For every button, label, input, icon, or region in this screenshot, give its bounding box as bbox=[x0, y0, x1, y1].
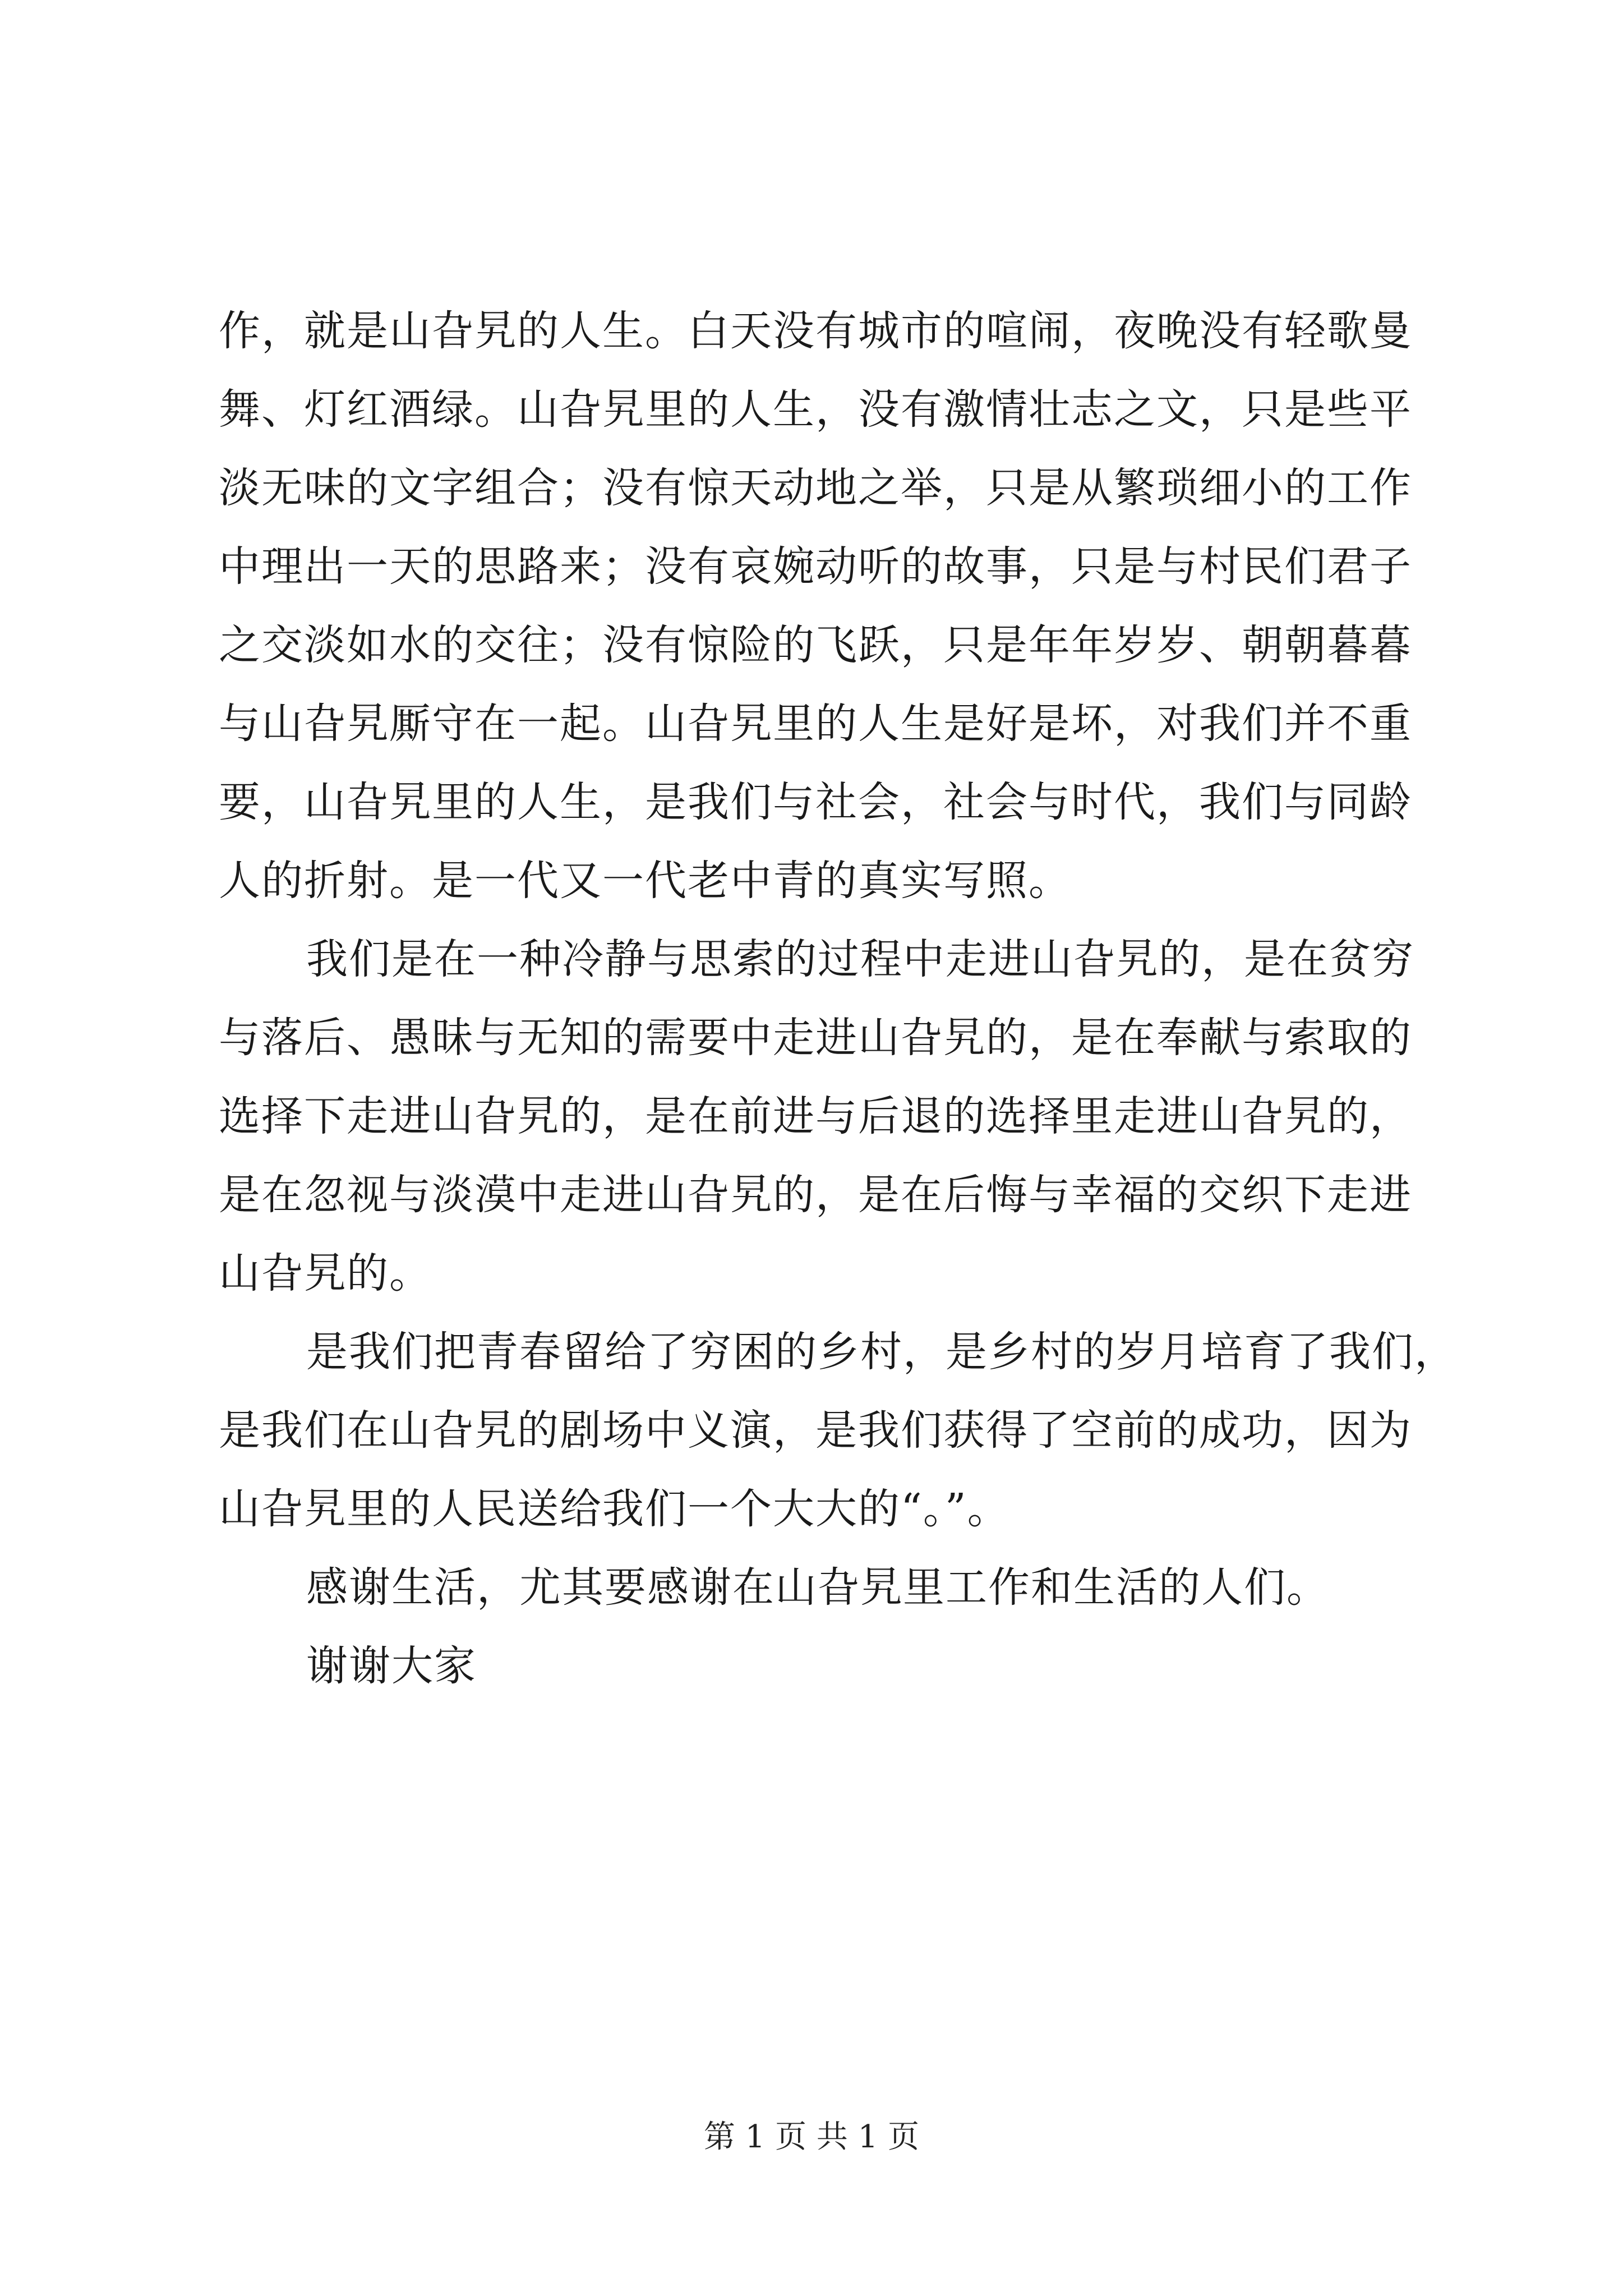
closing-line: 谢谢大家 bbox=[306, 1642, 477, 1690]
text-line: 与山旮旯厮守在一起。山旮旯里的人生是好是坏，对我们并不重 bbox=[219, 700, 1412, 748]
text-line: 是我们在山旮旯的剧场中义演，是我们获得了空前的成功，因为 bbox=[219, 1406, 1412, 1455]
paragraph-start-line: 是我们把青春留给了穷困的乡村，是乡村的岁月培育了我们， bbox=[306, 1328, 1457, 1376]
text-line: 山旮旯的。 bbox=[219, 1249, 432, 1297]
text-line: 舞、灯红酒绿。山旮旯里的人生，没有激情壮志之文，只是些平 bbox=[219, 385, 1412, 434]
text-line: 中理出一天的思路来；没有哀婉动听的故事，只是与村民们君子 bbox=[219, 542, 1412, 591]
text-line: 淡无味的文字组合；没有惊天动地之举，只是从繁琐细小的工作 bbox=[219, 464, 1412, 512]
text-line: 选择下走进山旮旯的，是在前进与后退的选择里走进山旮旯的， bbox=[219, 1092, 1412, 1140]
paragraph-start-line: 我们是在一种冷静与思索的过程中走进山旮旯的，是在贫穷 bbox=[306, 935, 1414, 983]
text-line: 与落后、愚昧与无知的需要中走进山旮旯的，是在奉献与索取的 bbox=[219, 1014, 1412, 1062]
text-line: 山旮旯里的人民送给我们一个大大的“。”。 bbox=[219, 1485, 1010, 1533]
text-line: 要，山旮旯里的人生，是我们与社会，社会与时代，我们与同龄 bbox=[219, 778, 1412, 826]
text-line: 之交淡如水的交往；没有惊险的飞跃，只是年年岁岁、朝朝暮暮 bbox=[219, 621, 1412, 669]
paragraph-start-line: 感谢生活，尤其要感谢在山旮旯里工作和生活的人们。 bbox=[306, 1563, 1329, 1612]
text-line: 作，就是山旮旯的人生。白天没有城市的喧闹，夜晚没有轻歌曼 bbox=[219, 307, 1412, 355]
document-body bbox=[219, 292, 1457, 1705]
page-number-footer: 第 1 页 共 1 页 bbox=[703, 2119, 920, 2155]
text-line: 是在忽视与淡漠中走进山旮旯的，是在后悔与幸福的交织下走进 bbox=[219, 1171, 1412, 1219]
text-line: 人的折射。是一代又一代老中青的真实写照。 bbox=[219, 857, 1071, 905]
